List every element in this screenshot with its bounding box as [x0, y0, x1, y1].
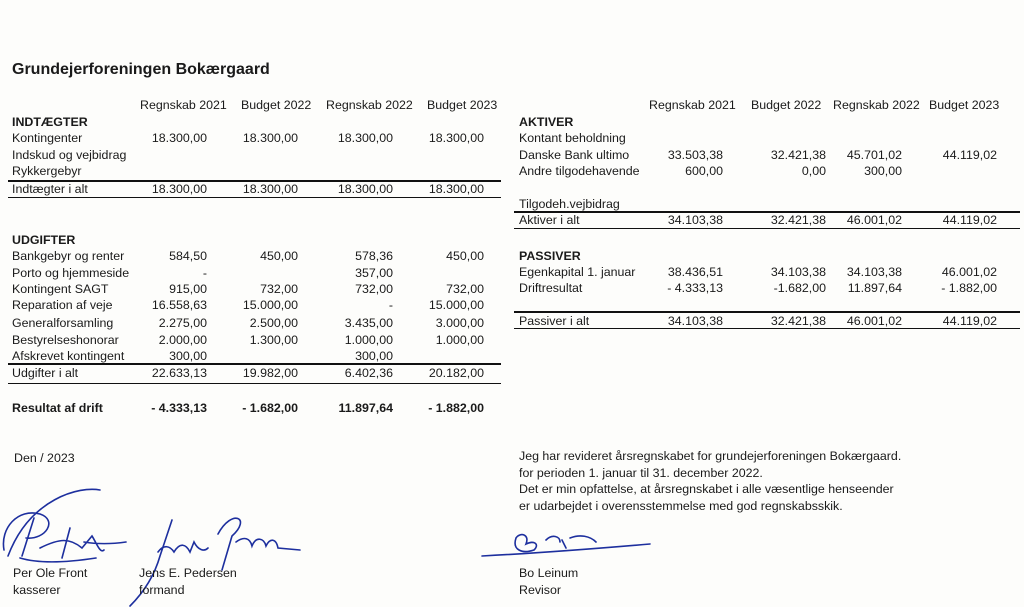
right-header-budget-2022: Budget 2022 [751, 98, 822, 112]
liabilities-bottom-rule [514, 328, 1020, 329]
expense-5-value-1: 2.275,00 [158, 316, 207, 330]
assets-top-rule [514, 211, 1020, 213]
auditor-line-1: Jeg har revideret årsregnskabet for grundejerforeningen Bokærgaard. [519, 449, 902, 463]
expense-6-value-2: 1.300,00 [249, 333, 298, 347]
expense-7-value-3: 300,00 [355, 349, 393, 363]
expense-4-value-2: 15.000,00 [242, 298, 298, 312]
income-1-value-3: 18.300,00 [337, 131, 393, 145]
income-top-rule [8, 180, 501, 182]
expense-6-value-1: 2.000,00 [158, 333, 207, 347]
auditor-line-4: er udarbejdet i overensstemmelse med god regnskabsskik. [519, 498, 843, 513]
asset-total-value-4: 44.119,02 [942, 213, 997, 227]
income-2-label: Indskud og vejbidrag [12, 148, 127, 162]
left-header-budget-2022: Budget 2022 [241, 98, 312, 112]
expense-3-value-2: 732,00 [260, 282, 298, 296]
left-header-regnskab-2022: Regnskab 2022 [326, 98, 413, 112]
expense-3-value-3: 732,00 [355, 282, 393, 296]
expense-6-value-4: 1.000,00 [435, 333, 484, 347]
asset-2-value-1: 33.503,38 [667, 148, 723, 162]
expense-total-value-4: 20.182,00 [428, 366, 484, 380]
signature-leinum-scribble [482, 535, 650, 556]
liability-2-label: Driftresultat [519, 281, 583, 295]
liability-2-value-2: -1.682,00 [773, 281, 826, 295]
asset-total-value-1: 34.103,38 [667, 213, 723, 227]
liability-total-label: Passiver i alt [519, 314, 590, 328]
expense-3-value-4: 732,00 [446, 282, 484, 296]
liability-total-value-2: 32.421,38 [770, 314, 826, 328]
date-line: Den / 2023 [14, 451, 75, 465]
expenses-top-rule [8, 363, 501, 365]
expense-4-value-3: - [388, 298, 393, 312]
asset-3-value-3: 300,00 [864, 164, 902, 178]
asset-1-label: Kontant beholdning [519, 131, 626, 145]
expense-6-value-3: 1.000,00 [344, 333, 393, 347]
asset-2-label: Danske Bank ultimo [519, 148, 630, 162]
liability-total-value-1: 34.103,38 [667, 314, 723, 328]
expenses-heading: UDGIFTER [12, 233, 76, 247]
signature-block-leinum [519, 565, 578, 598]
liability-1-label: Egenkapital 1. januar [519, 265, 636, 279]
auditor-line-2: for perioden 1. januar til 31. december 2022. [519, 465, 763, 480]
signature-block-front [13, 565, 87, 598]
expense-total-value-3: 6.402,36 [344, 366, 393, 380]
right-header-budget-2023: Budget 2023 [929, 98, 1000, 112]
asset-total-label: Aktiver i alt [519, 213, 580, 227]
signer-role-leinum: Revisor [519, 582, 561, 597]
expense-5-label: Generalforsamling [12, 316, 114, 330]
income-bottom-rule [8, 197, 501, 198]
asset-3-label: Andre tilgodehavende [519, 164, 640, 178]
document-title: Grundejerforeningen Bokærgaard [12, 61, 270, 78]
asset-3-value-1: 600,00 [685, 164, 723, 178]
assets-heading: AKTIVER [519, 115, 574, 129]
asset-2-value-4: 44.119,02 [942, 148, 997, 162]
income-1-value-4: 18.300,00 [428, 131, 484, 145]
result-value-2: - 1.682,00 [242, 401, 298, 415]
liability-1-value-2: 34.103,38 [770, 265, 826, 279]
liabilities-top-rule [514, 311, 1020, 313]
income-1-value-2: 18.300,00 [242, 131, 298, 145]
asset-3-value-2: 0,00 [801, 164, 826, 178]
income-total-value-3: 18.300,00 [337, 182, 393, 196]
left-header-budget-2023: Budget 2023 [427, 98, 498, 112]
income-3-label: Rykkergebyr [12, 164, 82, 178]
expense-1-label: Bankgebyr og renter [12, 249, 125, 263]
expense-7-label: Afskrevet kontingent [12, 349, 125, 363]
income-1-value-1: 18.300,00 [151, 131, 207, 145]
expense-4-value-1: 16.558,63 [151, 298, 207, 312]
expense-2-value-3: 357,00 [355, 266, 393, 280]
right-header-regnskab-2021: Regnskab 2021 [649, 98, 736, 112]
expense-5-value-3: 3.435,00 [344, 316, 393, 330]
assets-extra-label: Tilgodeh.vejbidrag [519, 197, 620, 211]
expense-3-label: Kontingent SAGT [12, 282, 109, 296]
signer-role-pedersen: formand [139, 582, 185, 597]
income-total-value-4: 18.300,00 [428, 182, 484, 196]
expense-total-label: Udgifter i alt [12, 366, 79, 380]
signature-block-pedersen [139, 565, 237, 598]
liabilities-heading: PASSIVER [519, 249, 581, 263]
result-label: Resultat af drift [12, 401, 103, 415]
left-header-regnskab-2021: Regnskab 2021 [140, 98, 227, 112]
income-heading: INDTÆGTER [12, 115, 88, 129]
income-total-value-2: 18.300,00 [242, 182, 298, 196]
signature-front-scribble [3, 489, 126, 561]
asset-2-value-3: 45.701,02 [846, 148, 902, 162]
result-value-3: 11.897,64 [338, 401, 393, 415]
expense-6-label: Bestyrelseshonorar [12, 333, 119, 347]
liability-1-value-1: 38.436,51 [667, 265, 723, 279]
liability-total-value-3: 46.001,02 [846, 314, 902, 328]
expense-4-label: Reparation af veje [12, 298, 113, 312]
expense-4-value-4: 15.000,00 [428, 298, 484, 312]
expenses-bottom-rule [8, 383, 501, 384]
expense-1-value-4: 450,00 [446, 249, 484, 263]
signer-role-front: kasserer [13, 582, 61, 597]
expense-1-value-2: 450,00 [260, 249, 298, 263]
asset-total-value-2: 32.421,38 [770, 213, 826, 227]
expense-1-value-3: 578,36 [355, 249, 393, 263]
liability-2-value-4: - 1.882,00 [941, 281, 997, 295]
asset-total-value-3: 46.001,02 [846, 213, 902, 227]
expense-3-value-1: 915,00 [169, 282, 207, 296]
asset-2-value-2: 32.421,38 [770, 148, 826, 162]
result-value-4: - 1.882,00 [428, 401, 484, 415]
expense-total-value-1: 22.633,13 [151, 366, 207, 380]
assets-bottom-rule [514, 228, 1020, 229]
income-total-label: Indtægter i alt [12, 182, 88, 196]
expense-7-value-1: 300,00 [169, 349, 207, 363]
expense-5-value-2: 2.500,00 [249, 316, 298, 330]
expense-2-label: Porto og hjemmeside [12, 266, 130, 280]
expense-2-value-1: - [202, 266, 207, 280]
result-value-1: - 4.333,13 [151, 401, 207, 415]
liability-1-value-4: 46.001,02 [941, 265, 997, 279]
income-1-label: Kontingenter [12, 131, 83, 145]
signer-name-front: Per Ole Front [13, 566, 88, 580]
liability-2-value-1: - 4.333,13 [667, 281, 723, 295]
expense-total-value-2: 19.982,00 [242, 366, 298, 380]
expense-1-value-1: 584,50 [169, 249, 207, 263]
liability-total-value-4: 44.119,02 [942, 314, 997, 328]
signer-name-pedersen: Jens E. Pedersen [139, 566, 237, 580]
expense-5-value-4: 3.000,00 [435, 316, 484, 330]
right-header-regnskab-2022: Regnskab 2022 [833, 98, 920, 112]
liability-2-value-3: 11.897,64 [847, 281, 902, 295]
liability-1-value-3: 34.103,38 [846, 265, 902, 279]
signer-name-leinum: Bo Leinum [519, 566, 579, 580]
income-total-value-1: 18.300,00 [151, 182, 207, 196]
auditor-line-3: Det er min opfattelse, at årsregnskabet i alle væsentlige henseender [519, 482, 894, 496]
